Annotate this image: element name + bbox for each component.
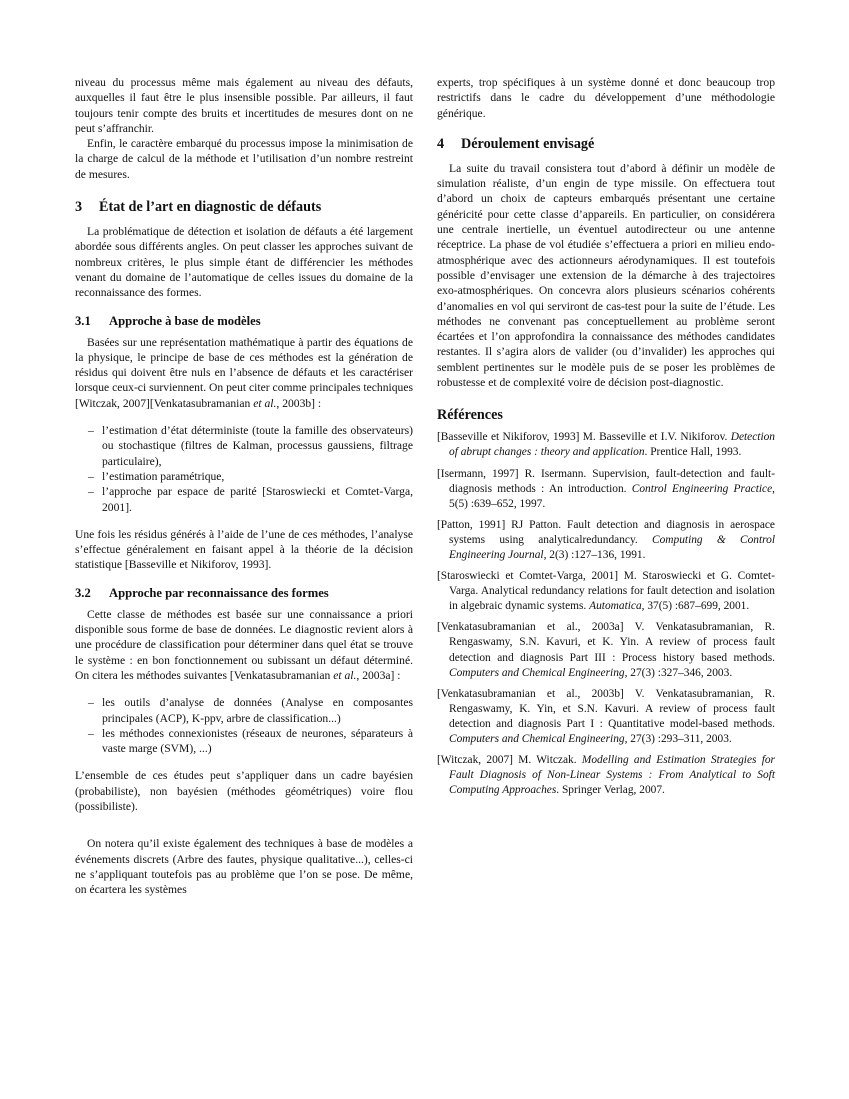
reference-item: [Witczak, 2007] M. Witczak. Modelling and Estimation Strategies for Fault Diagnosis of Non-Linear Systems : From Analytical to Soft Computing Approaches. Springer Verlag, 2007. [437,754,775,797]
subsection-3-2-paragraph [75,607,413,683]
section-4-title: Déroulement envisagé [461,135,595,152]
section-3-number: 3 [75,199,83,216]
reference-item: [Venkatasubramanian et al., 2003b] V. Venkatasubramanian, R. Rengaswamy, K. Yin, et S.N. Kavuri. A review of process fault detection and diagnosis Part I : Quantitative model-based methods. Computers and Chemical Engineering, 27(3) :293–311, 2003. [437,687,775,746]
right-column [437,75,775,804]
section-4-number: 4 [437,135,445,152]
subsection-3-1-number: 3.1 [75,313,91,328]
reference-item: [Staroswiecki et Comtet-Varga, 2001] M. Staroswiecki et G. Comtet-Varga. Analytical redundancy relations for fault detection and isolation in algebraic dynamic systems. Automatica, 37(5) :687–699, 2001. [437,570,775,613]
list-item: – les méthodes connexionistes (réseaux de neurones, séparateurs à vaste marge (SVM), ...) [88,726,413,756]
reference-item: [Basseville et Nikiforov, 1993] M. Basseville et I.V. Nikiforov. Detection of abrupt changes : theory and application. Prentice Hall, 1993. [437,431,775,459]
subsection-3-2-text-a: Cette classe de méthodes est basée sur une connaissance a priori disponible sous forme de base de données. Le diagnostic revient alors à une procédure de classification pour déterminer dans quel état se trouve le système : en bon fonctionnement ou subissant un défaut déterminé. On citera les méthodes suivantes [Venkatasubramanian [75,607,413,682]
paragraph-experts-continued: experts, trop spécifiques à un système donné et donc beaucoup trop restrictifs dans le cadre du développement d’une méthodologie générique. [437,76,775,120]
references-heading: Références [437,407,503,424]
section-4-paragraph: La suite du travail consistera tout d’abord à définir un modèle de simulation réaliste, d’un engin de type missile. On effectuera tout d’abord un choix de capteurs embarqués présentant une certaine généricité pour cette classe d’appareils. En particulier, on considérera une centrale inertielle, un éventuel autodirecteur ou une antenne réceptrice. La phase de vol étudiée s’effectuera a priori en milieu endo-atmosphérique avec des actionneurs aérodynamiques. Il est toutefois possible d’envisager une extension de la démarche à des trajectoires exo-atmosphériques. On concevra alors plusieurs scénarios cohérents d’anomalies en vol qui serviront de cas-test pour la suite de l’étude. Les méthodes ne convenant pas conceptuellement au problème seront écartées et l’on approfondira la connaissance des méthodes candidates restantes. Il s’agira alors de valider (ou d’invalider) les approches qui semblent pertinentes sur le modèle puis de se poser les problèmes de robustesse et de complexité voire de décision post-diagnostic. [437,161,775,390]
subsection-3-1-text-b: , 2003b] : [276,396,322,410]
section-4-heading [437,135,775,153]
reference-item: [Venkatasubramanian et al., 2003a] V. Venkatasubramanian, R. Rengaswamy, S.N. Kavuri, et K. Yin. A review of process fault detection and diagnosis Part III : Process history based methods. Computers and Chemical Engineering, 27(3) :327–346, 2003. [437,621,775,679]
section-3-paragraph: La problématique de détection et isolation de défauts a été largement abordée sous différents angles. On peut classer les approches suivant de nombreux critères, le plus simple étant de différencier les méthodes venant du domaine de l’automatique de celles issues du domaine de la reconnaissance des formes. [75,225,413,300]
subsection-3-2-number: 3.2 [75,585,91,600]
list-item: – l’estimation d’état déterministe (toute la famille des observateurs) ou stochastique (filtres de Kalman, processus gaussiens, filtrage particulaire), [88,424,413,468]
list-item: – l’approche par espace de parité [Staroswiecki et Comtet-Varga, 2001]. [88,485,413,514]
reference-item: [Patton, 1991] RJ Patton. Fault detection and diagnosis in aerospace systems using analyticalredundancy. Computing & Control Engineering Journal, 2(3) :127–136, 1991. [437,518,775,561]
section-3-heading [75,198,413,216]
subsection-3-2-title: Approche par reconnaissance des formes [109,585,329,600]
reference-item: [Isermann, 1997] R. Isermann. Supervision, fault-detection and fault-diagnosis methods : An introduction. Control Engineering Practice, 5(5) :639–652, 1997. [437,467,775,510]
paragraph-intro-enfin: Enfin, le caractère embarqué du processus impose la minimisation de la charge de calcul de la méthode et l’utilisation d’un nombre restreint de mesures. [75,137,413,181]
subsection-3-1-list [75,423,413,515]
subsection-3-2-etal: et al. [333,668,357,682]
subsection-3-2-list [75,695,413,756]
subsection-3-1-etal: et al. [253,396,277,410]
subsection-3-1-heading [75,313,413,329]
subsection-3-1-paragraph [75,335,413,411]
references-list [437,430,775,798]
list-item: – les outils d’analyse de données (Analyse en composantes principales (ACP), K-ppv, arbre de classification...) [88,696,413,725]
paragraph-intro-continued: niveau du processus même mais également au niveau des défauts, auxquelles il faut être le plus insensible possible. Par ailleurs, il faut toujours tenir compte des bruits et incertitudes de mesures dont on ne peut s’affranchir. [75,76,413,135]
subsection-3-2-after: L’ensemble de ces études peut s’appliquer dans un cadre bayésien (probabiliste), non bayésien (méthodes géométriques) voire flou (possibiliste). [75,769,413,813]
subsection-3-2-heading [75,585,413,601]
left-column [75,75,413,897]
subsection-3-2-text-b: , 2003a] : [356,668,401,682]
subsection-3-1-text-a: Basées sur une représentation mathématique à partir des équations de la physique, le principe de base de ces méthodes est la génération de résidus qui doivent être nuls en l’absence de défauts et les caractériser lorsque ceux-ci surviennent. On peut citer comme principales techniques [Witczak, 2007][Venkatasubramanian [75,335,413,410]
subsection-3-1-after: Une fois les résidus générés à l’aide de l’une de ces méthodes, l’analyse s’effectue généralement en faisant appel à la théorie de la décision statistique [Basseville et Nikiforov, 1993]. [75,527,413,572]
subsection-3-2-final: On notera qu’il existe également des techniques à base de modèles a événements discrets (Arbre des fautes, physique qualitative...), celles-ci ne s’appliquant toutefois pas au problème que l’on se pose. De même, on écartera les systèmes [75,837,413,897]
list-item: – l’estimation paramétrique, [88,469,225,483]
section-3-title: État de l’art en diagnostic de défauts [99,199,322,216]
subsection-3-1-title: Approche à base de modèles [109,313,261,328]
